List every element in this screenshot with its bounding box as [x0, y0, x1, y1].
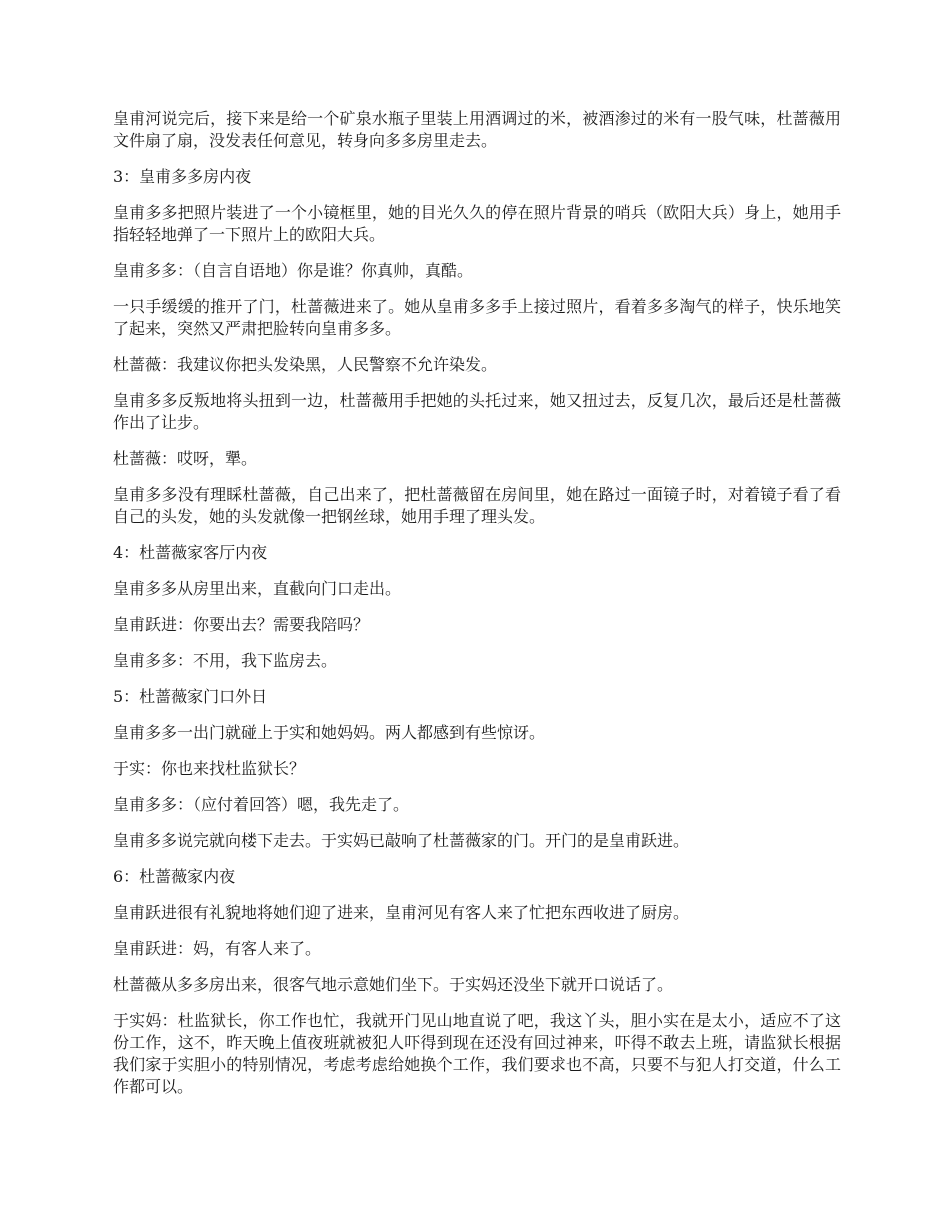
- dialogue-line: 皇甫跃进：你要出去？需要我陪吗？: [113, 615, 370, 634]
- dialogue-line: 杜蔷薇：我建议你把头发染黑，人民警察不允许染发。: [113, 355, 498, 374]
- dialogue-line: 于实：你也来找杜监狱长？: [113, 759, 306, 778]
- paragraph: 皇甫多多没有理睬杜蔷薇，自己出来了，把杜蔷薇留在房间里，她在路过一面镜子时，对着镜子看了看自己的头发，她的头发就像一把钢丝球，她用手理了理头发。: [113, 485, 841, 526]
- paragraph: 皇甫多多反叛地将头扭到一边，杜蔷薇用手把她的头托过来，她又扭过去，反复几次，最后还是杜蔷薇作出了让步。: [113, 391, 841, 432]
- scene-heading: 3：皇甫多多房内夜: [113, 167, 252, 186]
- paragraph: 皇甫多多把照片装进了一个小镜框里，她的目光久久的停在照片背景的哨兵（欧阳大兵）身上，她用手指轻轻地弹了一下照片上的欧阳大兵。: [113, 203, 841, 244]
- scene-heading: 5：杜蔷薇家门口外日: [113, 687, 268, 706]
- scene-heading: 4：杜蔷薇家客厅内夜: [113, 543, 268, 562]
- paragraph: 皇甫多多从房里出来，直截向门口走出。: [113, 579, 402, 598]
- dialogue-line: 杜蔷薇：哎呀，犟。: [113, 449, 258, 468]
- dialogue-line: 皇甫多多：（应付着回答）嗯，我先走了。: [113, 795, 410, 814]
- paragraph: 杜蔷薇从多多房出来，很客气地示意她们坐下。于实妈还没坐下就开口说话了。: [113, 975, 674, 994]
- document-page: [113, 108, 841, 1112]
- dialogue-line: 皇甫多多：（自言自语地）你是谁？你真帅，真酷。: [113, 261, 474, 280]
- dialogue-line: 于实妈：杜监狱长，你工作也忙，我就开门见山地直说了吧，我这丫头，胆小实在是太小，适应不了这份工作，这不，昨天晚上值夜班就被犯人吓得到现在还没有回过神来，吓得不敢去上班，请监狱长根据我们家于实胆小的特别情况，考虑考虑给她换个工作，我们要求也不高，只要不与犯人打交道，什么工作都可以。: [113, 1011, 841, 1096]
- paragraph: 皇甫多多说完就向楼下走去。于实妈已敲响了杜蔷薇家的门。开门的是皇甫跃进。: [113, 831, 690, 850]
- dialogue-line: 皇甫多多：不用，我下监房去。: [113, 651, 338, 670]
- paragraph: 皇甫跃进很有礼貌地将她们迎了进来，皇甫河见有客人来了忙把东西收进了厨房。: [113, 903, 690, 922]
- scene-heading: 6：杜蔷薇家内夜: [113, 867, 236, 886]
- paragraph: 皇甫多多一出门就碰上于实和她妈妈。两人都感到有些惊讶。: [113, 723, 546, 742]
- paragraph: 皇甫河说完后，接下来是给一个矿泉水瓶子里装上用酒调过的米，被酒渗过的米有一股气味，杜蔷薇用文件扇了扇，没发表任何意见，转身向多多房里走去。: [113, 109, 841, 150]
- paragraph: 一只手缓缓的推开了门，杜蔷薇进来了。她从皇甫多多手上接过照片，看着多多淘气的样子，快乐地笑了起来，突然又严肃把脸转向皇甫多多。: [113, 297, 841, 338]
- dialogue-line: 皇甫跃进：妈，有客人来了。: [113, 939, 322, 958]
